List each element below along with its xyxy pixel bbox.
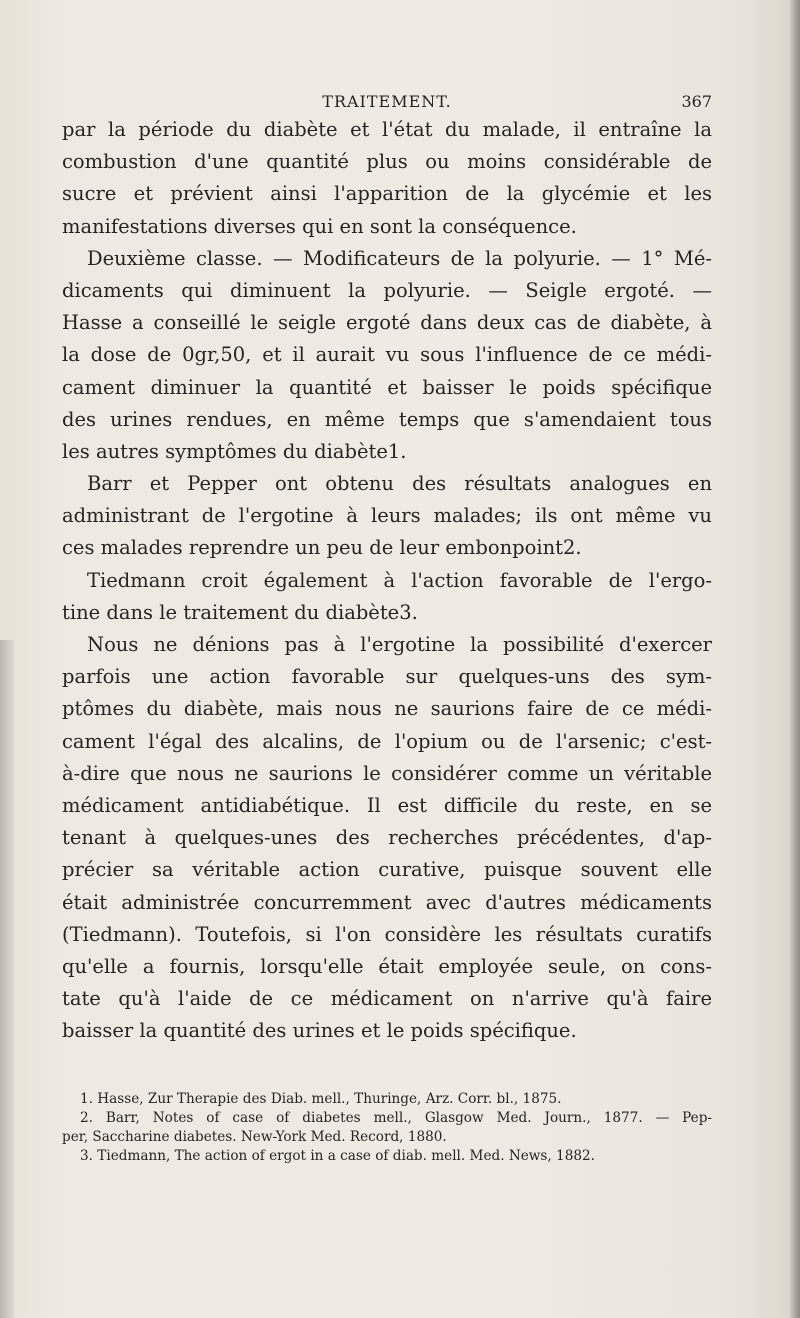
page-gutter-shadow <box>0 640 14 1318</box>
body-line: manifestations diverses qui en sont la conséquence. <box>62 214 577 238</box>
body-line: ptômes du diabète, mais nous ne saurions faire de ce médi- <box>62 697 712 721</box>
body-text <box>62 114 712 1047</box>
body-line: à-dire que nous ne saurions le considérer comme un véritable <box>62 761 712 785</box>
footnote-line: 3. Tiedmann, The action of ergot in a case of diab. mell. Med. News, 1882. <box>80 1148 595 1164</box>
body-line: les autres symptômes du diabète1. <box>62 439 407 463</box>
body-line: Hasse a conseillé le seigle ergoté dans deux cas de diabète, à <box>62 311 712 335</box>
body-line: sucre et prévient ainsi l'apparition de la glycémie et les <box>62 182 712 206</box>
footnotes <box>62 1090 712 1166</box>
body-line: était administrée concurremment avec d'autres médicaments <box>62 890 712 914</box>
footnote-line: 2. Barr, Notes of case of diabetes mell., Glasgow Med. Journ., 1877. — Pep- <box>80 1110 712 1126</box>
body-line: qu'elle a fournis, lorsqu'elle était employée seule, on cons- <box>62 954 712 978</box>
body-line: tate qu'à l'aide de ce médicament on n'arrive qu'à faire <box>62 987 712 1011</box>
body-line: parfois une action favorable sur quelques-uns des sym- <box>62 665 712 689</box>
body-line: Barr et Pepper ont obtenu des résultats analogues en <box>87 472 712 496</box>
body-line: dicaments qui diminuent la polyurie. — Seigle ergoté. — <box>62 278 712 302</box>
body-line: ces malades reprendre un peu de leur embonpoint2. <box>62 536 582 560</box>
body-line: précier sa véritable action curative, puisque souvent elle <box>62 858 712 882</box>
running-head-title: TRAITEMENT. <box>322 92 452 111</box>
body-line: médicament antidiabétique. Il est difficile du reste, en se <box>62 793 712 817</box>
page-number: 367 <box>681 92 712 111</box>
body-line: combustion d'une quantité plus ou moins considérable de <box>62 150 712 174</box>
body-line: par la période du diabète et l'état du malade, il entraîne la <box>62 118 712 141</box>
body-line: cament l'égal des alcalins, de l'opium ou de l'arsenic; c'est- <box>62 729 712 753</box>
body-line: administrant de l'ergotine à leurs malades; ils ont même vu <box>62 504 712 528</box>
body-line: Tiedmann croit également à l'action favorable de l'ergo- <box>87 568 712 592</box>
body-line: tine dans le traitement du diabète3. <box>62 600 418 624</box>
body-line: (Tiedmann). Toutefois, si l'on considère les résultats curatifs <box>62 922 712 946</box>
body-line: des urines rendues, en même temps que s'amendaient tous <box>62 407 712 431</box>
page-edge-right <box>788 0 800 1318</box>
body-line: baisser la quantité des urines et le poids spécifique. <box>62 1019 577 1043</box>
running-head <box>62 92 712 114</box>
body-line: la dose de 0gr,50, et il aurait vu sous l'influence de ce médi- <box>62 343 712 367</box>
body-line: cament diminuer la quantité et baisser le poids spécifique <box>62 375 712 399</box>
body-line: Deuxième classe. — Modificateurs de la polyurie. — 1° Mé- <box>87 246 712 270</box>
body-line: tenant à quelques-unes des recherches précédentes, d'ap- <box>62 826 712 850</box>
footnote-line: 1. Hasse, Zur Therapie des Diab. mell., Thuringe, Arz. Corr. bl., 1875. <box>80 1091 562 1107</box>
footnote-line: per, Saccharine diabetes. New-York Med. Record, 1880. <box>62 1129 447 1145</box>
body-line: Nous ne dénions pas à l'ergotine la possibilité d'exercer <box>87 633 712 656</box>
